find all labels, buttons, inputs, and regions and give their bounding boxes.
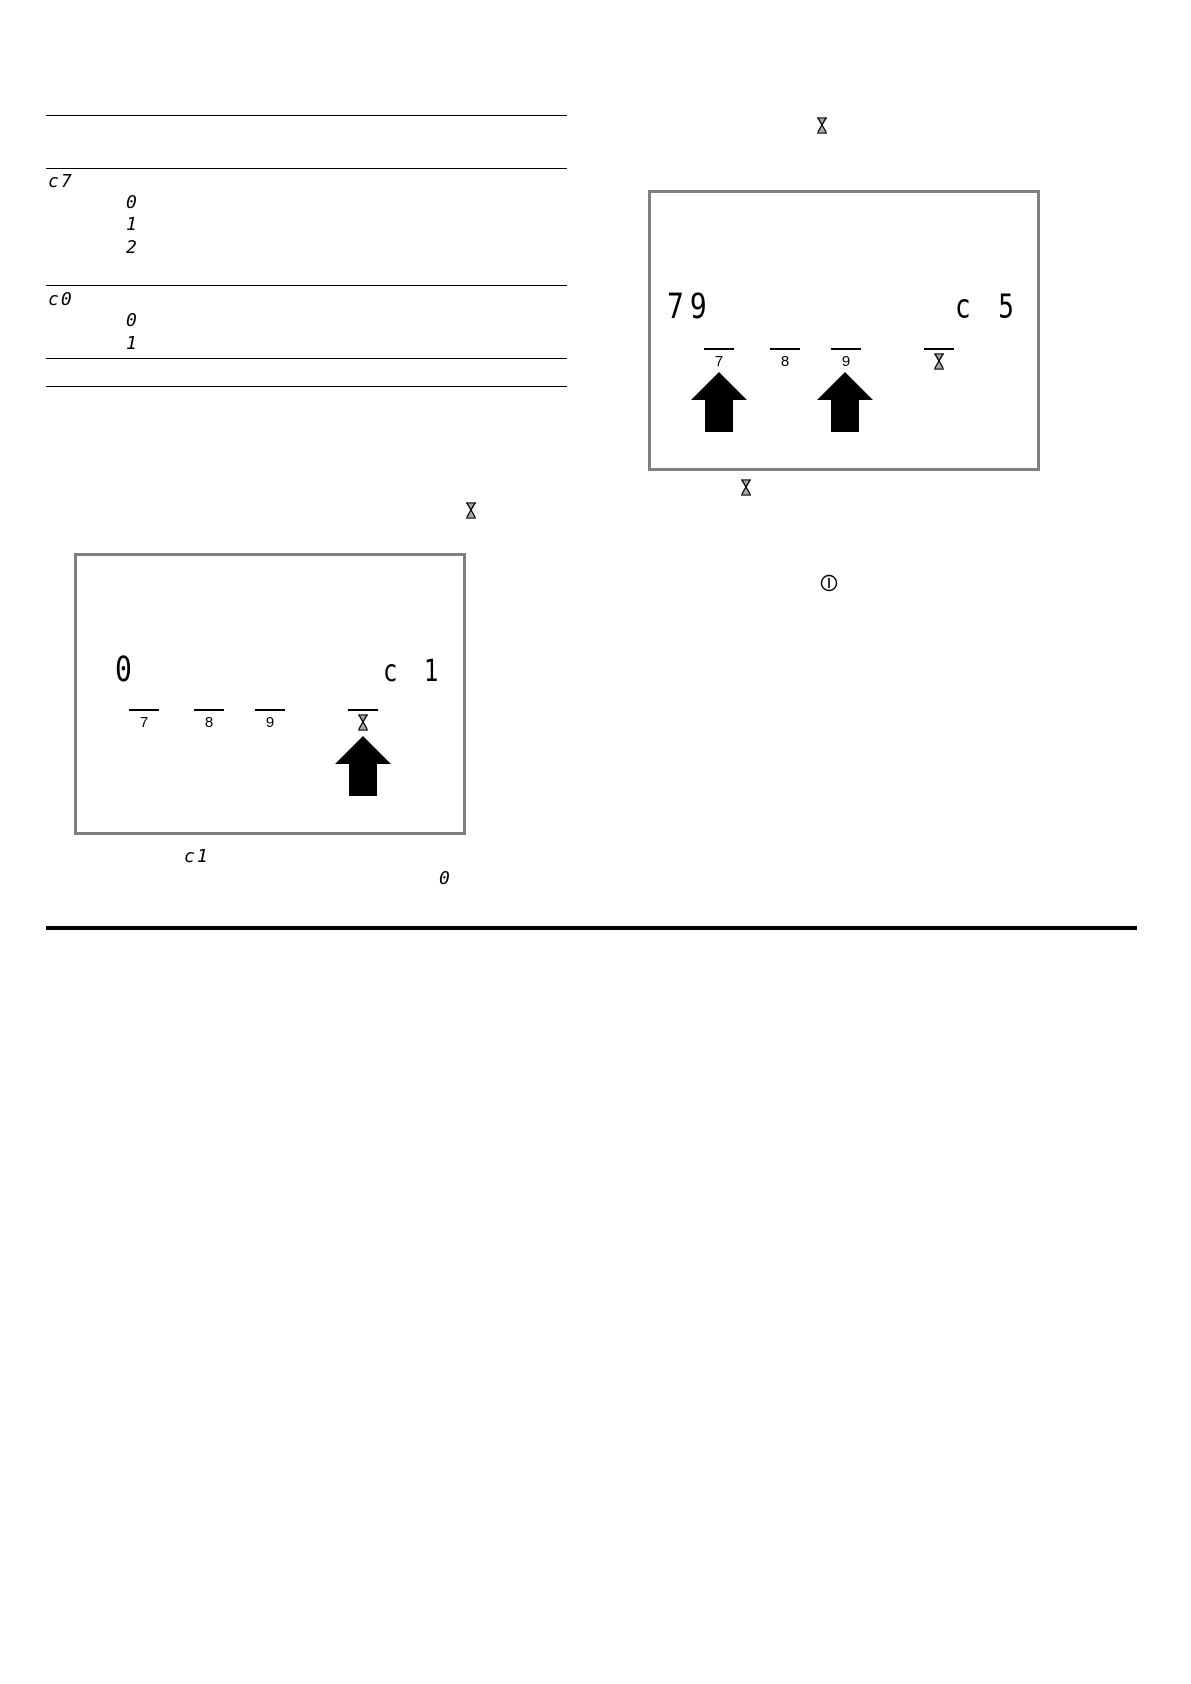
key-9[interactable]	[255, 709, 285, 731]
table-header-rule	[46, 168, 567, 169]
table-top-rule	[46, 115, 567, 116]
setting-option: 2	[126, 237, 139, 258]
setting-option: 1	[126, 214, 139, 235]
key-8[interactable]	[194, 709, 224, 731]
table-bottom-rule	[46, 386, 567, 387]
setting-value-inline: 0	[439, 868, 452, 889]
hourglass-icon	[740, 479, 752, 496]
setting-code-display: c 5	[955, 288, 1020, 326]
arrow-up-icon	[335, 736, 391, 796]
setting-option: 0	[126, 192, 139, 213]
key-label: 8	[780, 353, 790, 370]
setting-option: 1	[126, 333, 139, 354]
setting-code-inline: c1	[184, 846, 210, 867]
hourglass-icon	[357, 714, 369, 731]
cooking-zone-display: 0	[115, 648, 138, 690]
setting-option: 0	[126, 310, 139, 331]
power-icon	[820, 574, 838, 592]
timer-key[interactable]	[924, 348, 954, 374]
setting-code-c0: c0	[48, 289, 74, 310]
key-label: 9	[841, 353, 851, 370]
section-divider	[46, 926, 1137, 930]
setting-code-c7: c7	[48, 171, 74, 192]
setting-code-display: c 1	[383, 653, 445, 689]
control-panel-display	[648, 190, 1040, 471]
key-7[interactable]	[704, 348, 734, 370]
key-label: 7	[139, 714, 149, 731]
table-row-rule	[46, 285, 567, 286]
timer-key[interactable]	[348, 709, 378, 735]
key-label: 8	[204, 714, 214, 731]
hourglass-icon	[816, 117, 828, 134]
cooking-zone-display: 79	[667, 285, 713, 327]
hourglass-icon	[933, 353, 945, 370]
key-label: 9	[265, 714, 275, 731]
key-8[interactable]	[770, 348, 800, 370]
table-row-rule	[46, 358, 567, 359]
arrow-up-icon	[817, 372, 873, 432]
key-7[interactable]	[129, 709, 159, 731]
control-panel-display	[74, 553, 466, 835]
key-9[interactable]	[831, 348, 861, 370]
key-label: 7	[714, 353, 724, 370]
hourglass-icon	[465, 502, 477, 519]
arrow-up-icon	[691, 372, 747, 432]
